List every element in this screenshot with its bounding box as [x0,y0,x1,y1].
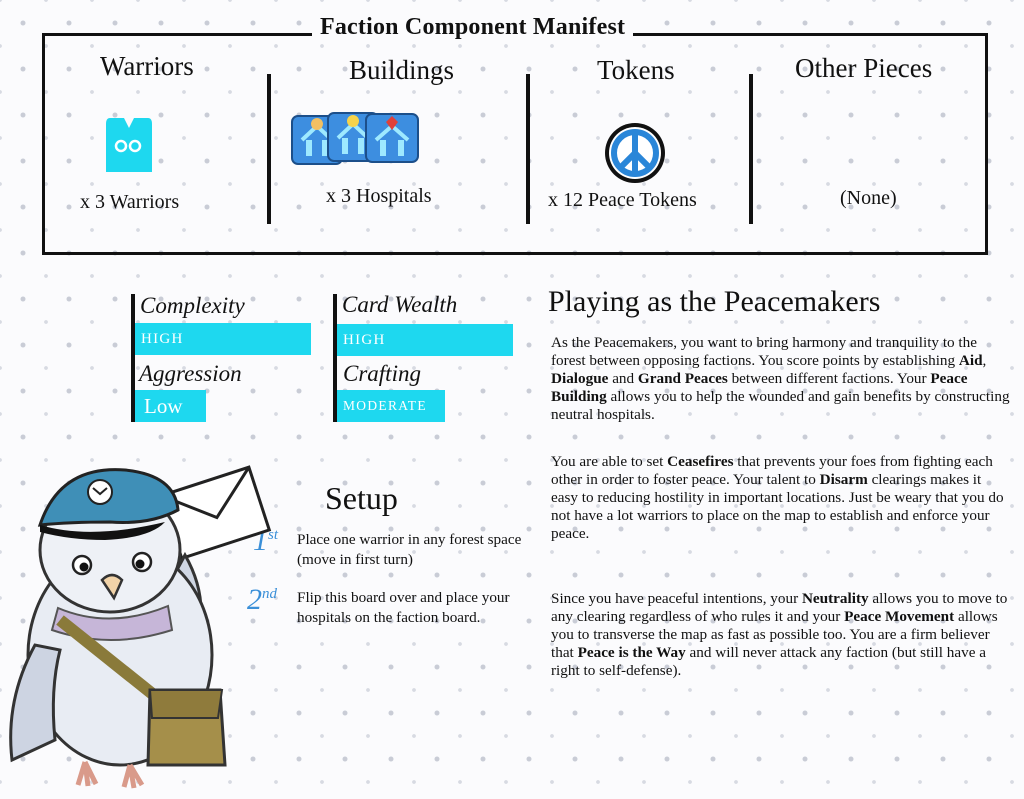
paragraph-text: allows you to transverse the map as fast as possible too. You are a firm believer that [551,608,998,661]
other-pieces-caption: (None) [840,187,897,209]
step-2-text: Flip this board over and place your hospitals on the faction board. [297,589,510,626]
paragraph-text: allows you to move to any clearing regardless of who rules it and your [551,590,1008,625]
paragraph-text: Since you have peaceful intentions, your [551,590,802,607]
card-wealth-value: HIGH [343,332,386,348]
playing-paragraph-3 [551,590,1011,680]
bold-term: Dialogue [551,370,609,387]
pigeon-mascot-illustration [0,440,280,795]
paragraph-text: You are able to set [551,453,668,470]
card-wealth-label: Card Wealth [342,292,458,317]
paragraph-text: clearings makes it easy to reducing hostility in important locations. Just be weary that you do not have a lot warriors to place on the map to establish and enforce your peace. [551,471,1004,542]
bold-term: Disarm [819,471,868,488]
tokens-header: Tokens [597,55,675,85]
card-wealth-bar [337,324,513,356]
hospital-icon [290,110,422,168]
playing-title: Playing as the Peacemakers [548,285,881,318]
manifest-divider [267,74,271,224]
setup-title: Setup [325,480,398,516]
paragraph-text: and will never attack any faction (but still have a right to self-defense). [551,644,986,679]
bold-term: Peace Movement [844,608,955,625]
complexity-value: HIGH [141,331,184,347]
warriors-header: Warriors [100,51,194,81]
playing-paragraph-2 [551,453,1011,543]
bold-term: Ceasefires [667,453,734,470]
warrior-meeple-icon [104,114,154,176]
other-pieces-header: Other Pieces [795,53,933,83]
manifest-divider [526,74,530,224]
step-2-digit: 2 [247,583,262,616]
bold-term: Peace Building [551,370,968,405]
peace-token-icon [604,122,666,184]
bold-term: Peace is the Way [577,644,686,661]
paragraph-text: allows you to help the wounded and gain benefits by constructing neutral hospitals. [551,388,1010,423]
paragraph-text: between different factions. Your [727,370,931,387]
step-1-suffix: st [268,527,279,543]
paragraph-text: , [982,352,987,369]
paragraph-text: and [608,370,638,387]
bold-term: Aid [958,352,983,369]
aggression-bar [135,390,206,422]
bold-term: Neutrality [801,590,869,607]
step-1-text: Place one warrior in any forest space (move in first turn) [297,531,522,568]
paragraph-text: As the Peacemakers, you want to bring harmony and tranquility to the forest between opposing factions. You score points by establishing [551,334,977,369]
paragraph-text: that prevents your foes from fighting each other in order to foster peace. Your talent to [551,453,993,488]
crafting-label: Crafting [343,361,421,386]
warriors-caption: x 3 Warriors [80,191,180,213]
manifest-title: Faction Component Manifest [312,14,633,41]
bold-term: Grand Peaces [637,370,728,387]
manifest-divider [749,74,753,224]
step-2-suffix: nd [262,586,277,602]
aggression-value: Low [144,394,183,418]
aggression-label: Aggression [139,361,242,386]
crafting-bar [337,390,445,422]
step-1-digit: 1 [253,524,268,557]
crafting-value: MODERATE [343,398,427,413]
playing-paragraph-1 [551,334,1011,424]
complexity-label: Complexity [140,293,245,318]
buildings-header: Buildings [349,55,455,85]
buildings-caption: x 3 Hospitals [326,185,432,207]
complexity-bar [135,323,311,355]
tokens-caption: x 12 Peace Tokens [548,189,697,211]
